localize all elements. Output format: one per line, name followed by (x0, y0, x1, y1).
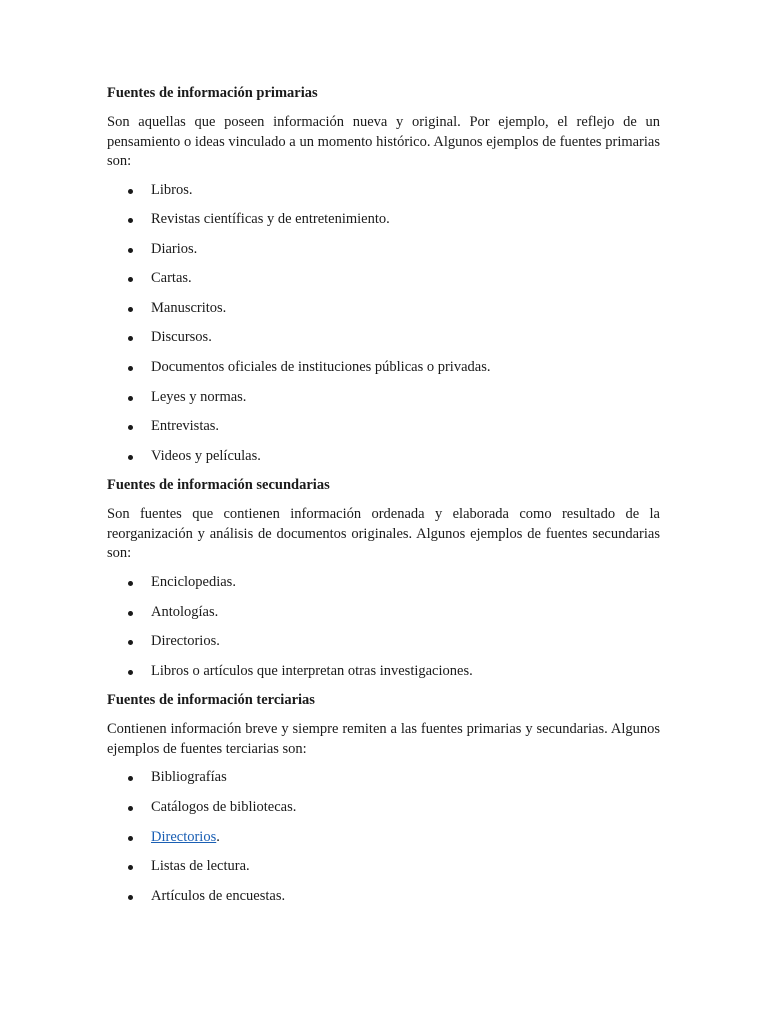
bullet-icon (128, 865, 133, 870)
list-item-text: Cartas. (151, 270, 192, 287)
link-suffix: . (216, 828, 220, 845)
bullet-icon (128, 670, 133, 675)
list-tertiary-sources (107, 768, 660, 916)
bullet-icon (128, 425, 133, 430)
list-item-text: Artículos de encuestas. (151, 887, 286, 904)
bullet-icon (128, 581, 133, 586)
list-item-text: Discursos. (151, 329, 212, 346)
paragraph-secondary-sources: Son fuentes que contienen información ordenada y elaborada como resultado de la reorganización y análisis de documentos originales. Algunos ejemplos de fuentes secundarias son: (107, 506, 660, 562)
directorios-link[interactable]: Directorios (151, 828, 217, 845)
bullet-icon (128, 776, 133, 781)
list-item-text: Antologías. (151, 603, 219, 620)
bullet-icon (128, 455, 133, 460)
paragraph-tertiary-sources: Contienen información breve y siempre remiten a las fuentes primarias y secundarias. Algunos ejemplos de fuentes terciarias son: (107, 721, 660, 757)
bullet-icon (128, 336, 133, 341)
list-item (107, 299, 660, 329)
document-page (107, 84, 660, 916)
list-item-text: Directorios. (151, 633, 220, 650)
list-item (107, 768, 660, 798)
list-item (107, 210, 660, 240)
bullet-icon (128, 366, 133, 371)
bullet-icon (128, 307, 133, 312)
bullet-icon (128, 248, 133, 253)
list-item-text: Diarios. (151, 240, 198, 257)
list-item-text: Entrevistas. (151, 418, 220, 435)
list-item (107, 603, 660, 633)
heading-tertiary-sources: Fuentes de información terciarias (107, 692, 315, 709)
bullet-icon (128, 611, 133, 616)
list-item (107, 447, 660, 477)
list-item (107, 662, 660, 692)
list-item (107, 181, 660, 211)
list-item (107, 358, 660, 388)
list-secondary-sources (107, 573, 660, 691)
list-item-text: Revistas científicas y de entretenimiento. (151, 211, 390, 228)
list-item-text: Videos y películas. (151, 447, 261, 464)
list-item-text: Libros. (151, 181, 193, 198)
list-item (107, 573, 660, 603)
list-item (107, 632, 660, 662)
bullet-icon (128, 277, 133, 282)
paragraph-primary-sources: Son aquellas que poseen información nueva y original. Por ejemplo, el reflejo de un pensamiento o ideas vinculado a un momento histórico. Algunos ejemplos de fuentes primarias son: (107, 114, 660, 169)
list-item-text: Documentos oficiales de instituciones públicas o privadas. (151, 359, 491, 376)
list-item-text: Listas de lectura. (151, 858, 250, 875)
list-item (107, 240, 660, 270)
list-item (107, 828, 660, 858)
bullet-icon (128, 895, 133, 900)
bullet-icon (128, 396, 133, 401)
list-item (107, 269, 660, 299)
list-primary-sources (107, 181, 660, 477)
bullet-icon (128, 189, 133, 194)
list-item (107, 857, 660, 887)
list-item (107, 798, 660, 828)
list-item (107, 887, 660, 917)
bullet-icon (128, 218, 133, 223)
list-item-text: Leyes y normas. (151, 388, 247, 405)
bullet-icon (128, 806, 133, 811)
list-item (107, 388, 660, 418)
heading-primary-sources: Fuentes de información primarias (107, 85, 318, 101)
list-item (107, 417, 660, 447)
list-item-text: Enciclopedias. (151, 573, 236, 590)
bullet-icon (128, 640, 133, 645)
list-item-text: Catálogos de bibliotecas. (151, 798, 297, 815)
bullet-icon (128, 836, 133, 841)
list-item-text: Libros o artículos que interpretan otras investigaciones. (151, 662, 473, 679)
list-item-text: Manuscritos. (151, 299, 227, 316)
list-item-text: Bibliografías (151, 769, 227, 786)
heading-secondary-sources: Fuentes de información secundarias (107, 477, 330, 494)
list-item (107, 328, 660, 358)
